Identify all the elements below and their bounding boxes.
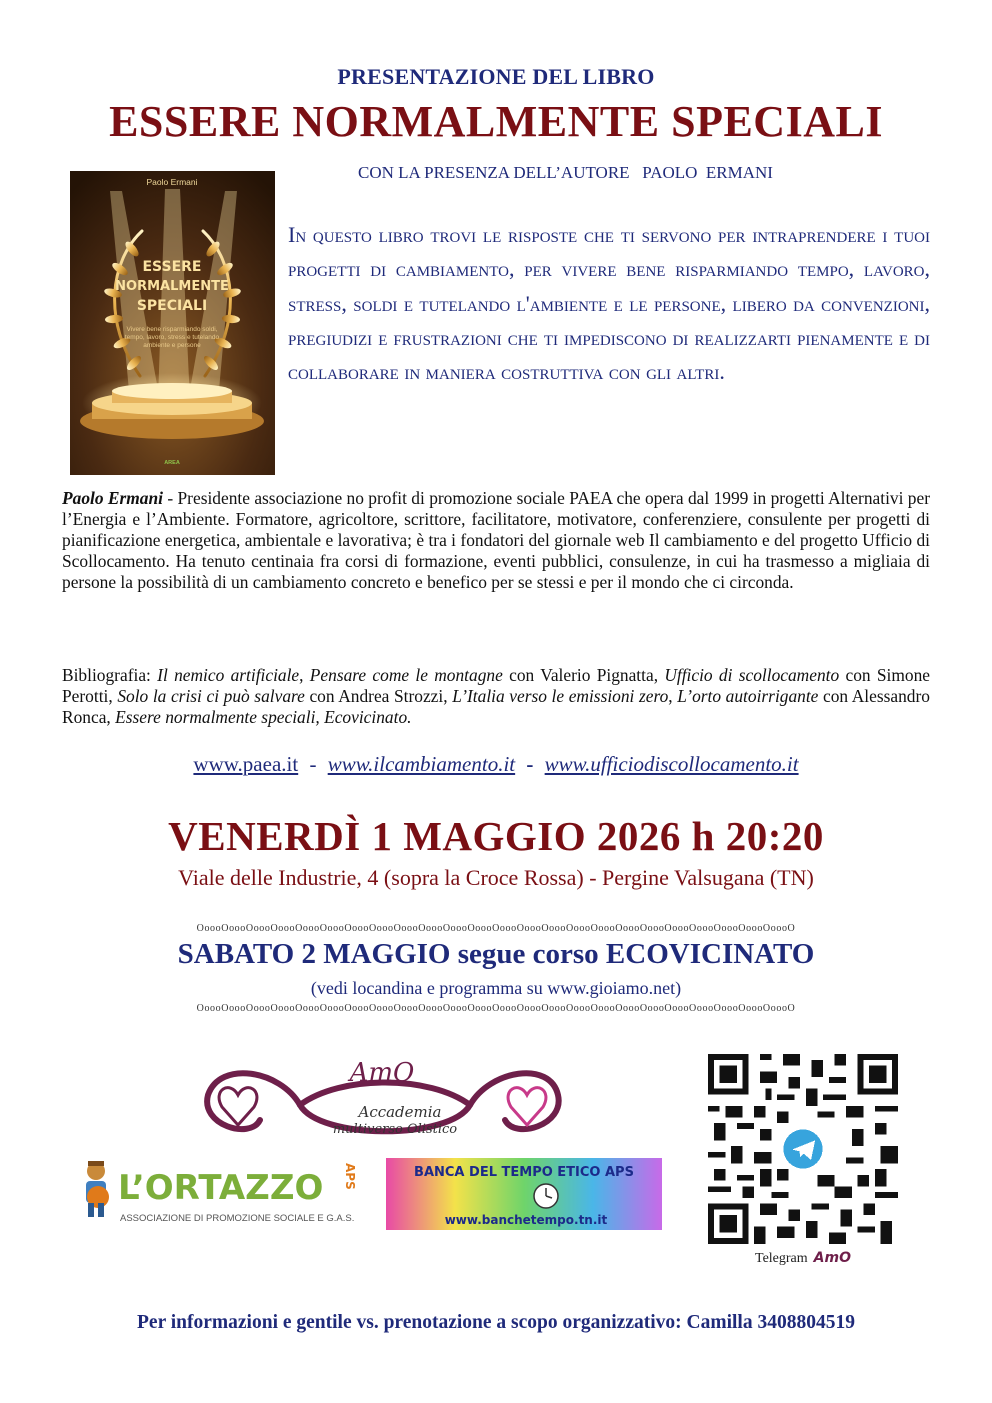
cover-title-3: SPECIALI [136,298,208,314]
biblio-book: L’orto autoirrigante [677,685,819,706]
links-row [0,752,992,777]
biblio-book: Essere normalmente speciali, Ecovicinato. [115,706,412,727]
biblio-book: Il nemico artificiale [157,665,300,685]
author-line: CON LA PRESENZA DELL’AUTORE PAOLO ERMANI [358,163,773,182]
biblio-sep: con Andrea Strozzi, [304,685,453,706]
link-ufficiodiscollocamento[interactable]: www.ufficiodiscollocamento.it [544,752,799,776]
saturday-event: SABATO 2 MAGGIO segue corso ECOVICINATO [177,938,815,970]
amo-logo-line1: Accademia [358,1103,442,1121]
intro-text: In questo libro trovi le risposte che ti servono per intraprendere i tuoi progetti di cambiamento, per vivere bene risparmiando tempo, lavoro, stress, soldi e tutelando l'ambiente e le persone, libero da convenzioni, pregiudizi e frustrazioni che ti impediscono di realizzarti pienamente e di collaborare in maniera costruttiva con gli altri. [288,222,930,385]
biblio-sep: con Simone Perotti, [62,665,931,706]
biblio-sep: con Alessandro Ronca, [62,685,930,727]
bio-name: Paolo Ermani [62,488,163,508]
link-ilcambiamento[interactable]: www.ilcambiamento.it [327,752,516,776]
event-venue: Viale delle Industrie, 4 (sopra la Croce Rossa) - Pergine Valsugana (TN) [178,865,814,890]
qr-caption [708,1250,898,1267]
biblio-label: Bibliografia: [62,665,158,685]
biblio-book: Ufficio di scollocamento [664,665,840,685]
divider-top: OoooOoooOoooOoooOoooOoooOoooOoooOoooOoooOoooOoooOoooOoooOoooOoooOoooOoooOoooOoooOoooOoooOoooOoooO [196,923,796,934]
amo-logo-name: AmO [349,1058,415,1088]
ortazzo-logo [78,1155,358,1230]
divider-bottom: OoooOoooOoooOoooOoooOoooOoooOoooOoooOoooOoooOoooOoooOoooOoooOoooOoooOoooOoooOoooOoooOoooOoooOoooO [196,1003,796,1014]
biblio-book: Solo la crisi ci può salvare [117,685,305,706]
event-date: VENERDÌ 1 MAGGIO 2026 h 20:20 [168,813,824,859]
ortazzo-logo-subtitle: ASSOCIAZIONE DI PROMOZIONE SOCIALE E G.A.S. [120,1213,355,1224]
biblio-sep: , [668,685,678,706]
ortazzo-logo-badge: APS [343,1163,357,1190]
bio-text: - Presidente associazione no profit di promozione sociale PAEA che opera dal 1999 in progetti Alternativi per l’Energia e l’Ambiente. Formatore, agricoltore, scrittore, facilitatore, motivatore, conferenziere, consulente per progetti di pianificazione energetica, ambientale e lavorativa; è tra i fondatori del giornale web Il cambiamento e del progetto Ufficio di Scollocamento. Ha tenuto centinaia fra corsi di formazione, eventi pubblici, consulenze, in cui ha trasmesso a migliaia di persone la possibilità di un cambiamento concreto e benefico per se stessi e per il mondo che ci circonda. [62,488,930,592]
cover-title-1: ESSERE [142,259,202,275]
author-bio [62,488,930,593]
page-title: ESSERE NORMALMENTE SPECIALI [109,97,883,146]
bibliography [62,665,930,728]
book-cover-image [70,171,275,475]
pre-title: PRESENTAZIONE DEL LIBRO [337,64,655,89]
biblio-sep: , [299,665,310,685]
banca-del-tempo-logo [386,1158,662,1230]
amo-logo-line2: multiverso Olistico [332,1122,458,1137]
cover-author: Paolo Ermani [146,177,198,187]
qr-code[interactable] [708,1054,898,1244]
qr-caption-brand: AmO [813,1250,851,1266]
biblio-book: L’Italia verso le emissioni zero [452,685,669,706]
ortazzo-logo-name: L’ORTAZZO [118,1168,324,1208]
cover-subtitle-2: tempo, lavoro, stress e tutelando [124,334,220,341]
link-paea[interactable]: www.paea.it [193,752,299,776]
footer-contact: Per informazioni e gentile vs. prenotazione a scopo organizzativo: Camilla 3408804519 [137,1312,855,1333]
cover-title-2: NORMALMENTE [115,279,229,294]
cover-publisher: AREA [164,460,180,466]
qr-caption-text: Telegram [755,1251,808,1266]
amo-logo [200,1055,565,1155]
link-separator: - [309,752,317,776]
link-separator: - [526,752,534,776]
biblio-sep: con Valerio Pignatta, [502,665,665,685]
cover-subtitle-3: ambiente e persone [143,342,201,349]
banca-logo-name: BANCA DEL TEMPO ETICO APS [414,1165,634,1180]
saturday-note: (vedi locandina e programma su www.gioiamo.net) [310,978,682,998]
banca-logo-url: www.banchetempo.tn.it [444,1213,608,1227]
biblio-book: Pensare come le montagne [309,665,503,685]
cover-subtitle-1: Vivere bene risparmiando soldi, [126,326,218,333]
